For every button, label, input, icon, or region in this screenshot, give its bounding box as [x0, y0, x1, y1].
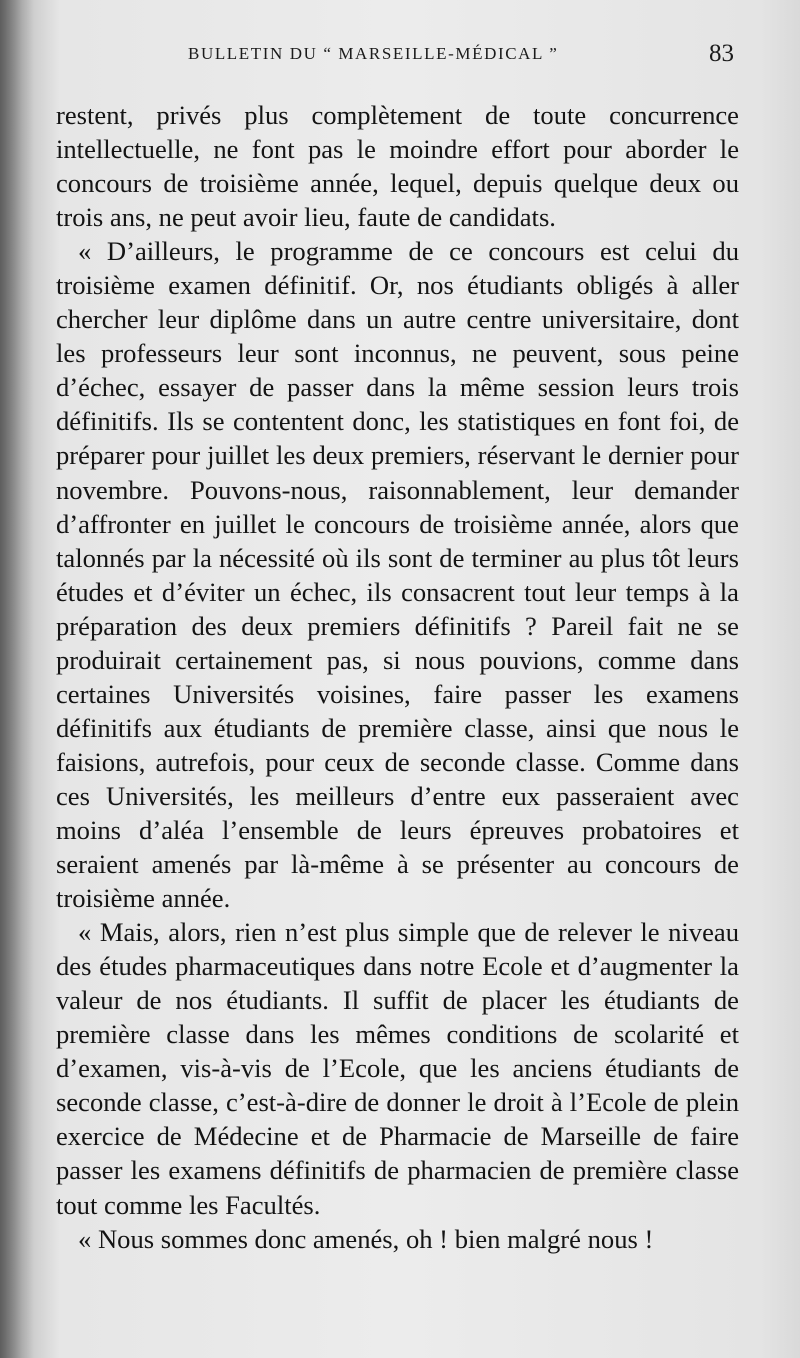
running-header [60, 40, 740, 74]
body-text [56, 98, 739, 1256]
paragraph-programme: « D’ailleurs, le programme de ce concours est celui du troisième examen définitif. Or, nos étudiants obligés à aller chercher leur diplôme dans un autre centre universitaire, dont les professeurs leur sont inconnus, ne peuvent, sous peine d’échec, essayer de passer dans la même session leurs trois définitifs. Ils se contentent donc, les statistiques en font foi, de préparer pour juillet les deux premiers, réservant le dernier pour novembre. Pouvons-nous, raisonnablement, leur demander d’affronter en juillet le concours de troisième année, alors que talonnés par la nécessité où ils sont de terminer au plus tôt leurs études et d’éviter un échec, ils consacrent tout leur temps à la préparation des deux premiers définitifs ? Pareil fait ne se produirait certainement pas, si nous pouvions, comme dans certaines Universités voisines, faire passer les examens définitifs aux étudiants de première classe, ainsi que nous le faisions, autrefois, pour ceux de seconde classe. Comme dans ces Universités, les meilleurs d’entre eux passeraient avec moins d’aléa l’ensemble de leurs épreuves probatoires et seraient amenés par là-même à se présenter au concours de troisième année. [56, 236, 739, 914]
paragraph-niveau-etudes: « Mais, alors, rien n’est plus simple que de relever le niveau des études pharmaceutiques dans notre Ecole et d’augmenter la valeur de nos étudiants. Il suffit de placer les étudiants de première classe dans les mêmes conditions de scolarité et d’examen, vis-à-vis de l’Ecole, que les anciens étudiants de seconde classe, c’est-à-dire de donner le droit à l’Ecole de plein exercice de Médecine et de Pharmacie de Marseille de faire passer les examens définitifs de pharmacien de première classe tout comme les Facultés. [56, 917, 739, 1220]
running-title: BULLETIN DU “ MARSEILLE-MÉDICAL ” [188, 44, 559, 63]
page-spine-shadow [0, 0, 34, 1358]
page-number: 83 [709, 40, 734, 67]
paragraph-continuation: restent, privés plus complètement de toute concurrence intellectuelle, ne font pas le moindre effort pour aborder le concours de troisième année, lequel, depuis quelque deux ou trois ans, ne peut avoir lieu, faute de candidats. [56, 100, 739, 233]
paragraph-conclusion-start: « Nous sommes donc amenés, oh ! bien malgré nous ! [78, 1223, 654, 1254]
